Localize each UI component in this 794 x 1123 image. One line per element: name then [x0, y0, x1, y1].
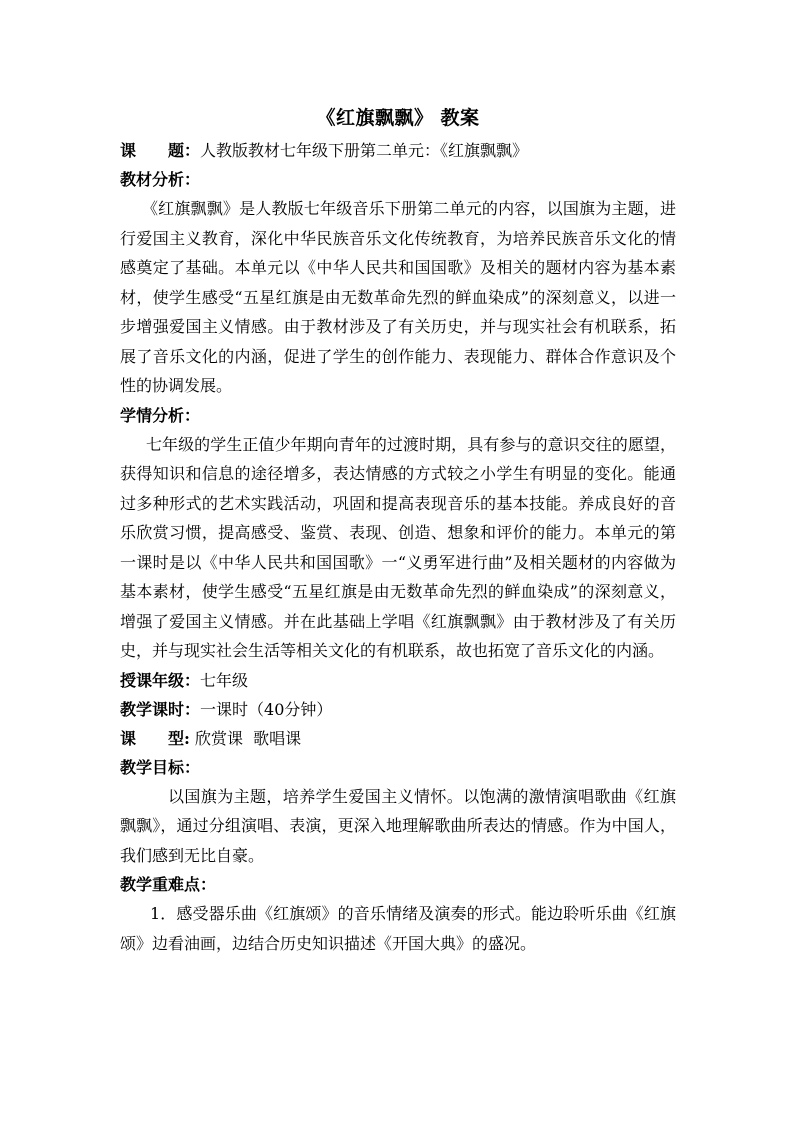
textbook-analysis-body: 《红旗飘飘》是人教版七年级音乐下册第二单元的内容，以国旗为主题，进行爱国主义教育，深化中华民族音乐文化传统教育，为培养民族音乐文化的情感奠定了基础。本单元以《中华人民共和国国歌》及相关的题材内容为基本素材，使学生感受“五星红旗是由无数革命先烈的鲜血染成”的深刻意义，以进一步增强爱国主义情感。由于教材涉及了有关历史，并与现实社会有机联系，拓展了音乐文化的内涵，促进了学生的创作能力、表现能力、群体合作意识及个性的协调发展。: [120, 199, 676, 395]
objectives-body: 以国旗为主题，培养学生爱国主义情怀。以饱满的激情演唱歌曲《红旗飘飘》，通过分组演唱、表演，更深入地理解歌曲所表达的情感。作为中国人，我们感到无比自豪。: [120, 786, 676, 865]
grade-value: 七年级: [200, 670, 249, 690]
student-analysis-body: 七年级的学生正值少年期向青年的过渡时期，具有参与的意识交往的愿望，获得知识和信息的途径增多，表达情感的方式较之小学生有明显的变化。能通过多种形式的艺术实践活动，巩固和提高表现音乐的基本技能。养成良好的音乐欣赏习惯，提高感受、鉴赏、表现、创造、想象和评价的能力。本单元的第一课时是以《中华人民共和国国歌》一“义勇军进行曲”及相关题材的内容做为基本素材，使学生感受“五星红旗是由无数革命先烈的鲜血染成”的深刻意义，增强了爱国主义情感。并在此基础上学唱《红旗飘飘》由于教材涉及了有关历史，并与现实社会生活等相关文化的有机联系，故也拓宽了音乐文化的内涵。: [120, 434, 676, 660]
student-analysis-heading: 学情分析：: [120, 405, 201, 425]
hours-label: 教学课时：: [120, 699, 201, 719]
lesson-topic-label: 课 题：: [120, 141, 201, 160]
objectives-heading: 教学目标：: [120, 757, 201, 777]
lesson-type-row: [120, 724, 676, 753]
key-points-heading: 教学重难点：: [120, 875, 217, 894]
lesson-type-label: 课 型:: [120, 728, 190, 748]
grade-label: 授课年级：: [120, 670, 201, 690]
key-point-item-1: 1．感受器乐曲《红旗颂》的音乐情绪及演奏的形式。能边聆听乐曲《红旗颂》边看油画，边结合历史知识描述《开国大典》的盛况。: [120, 904, 676, 953]
lesson-type-value: 欣赏课 歌唱课: [189, 728, 302, 748]
textbook-analysis-heading: 教材分析：: [120, 170, 201, 189]
hours-row: [120, 695, 676, 724]
lesson-topic-row: [120, 136, 676, 165]
hours-value: 一课时（40分钟）: [200, 699, 333, 719]
lesson-plan-page: [120, 100, 676, 958]
lesson-topic-value: 人教版教材七年级下册第二单元：《红旗飘飘》: [200, 141, 529, 160]
document-title: 《红旗飘飘》 教案: [316, 107, 480, 129]
grade-row: [120, 666, 676, 695]
